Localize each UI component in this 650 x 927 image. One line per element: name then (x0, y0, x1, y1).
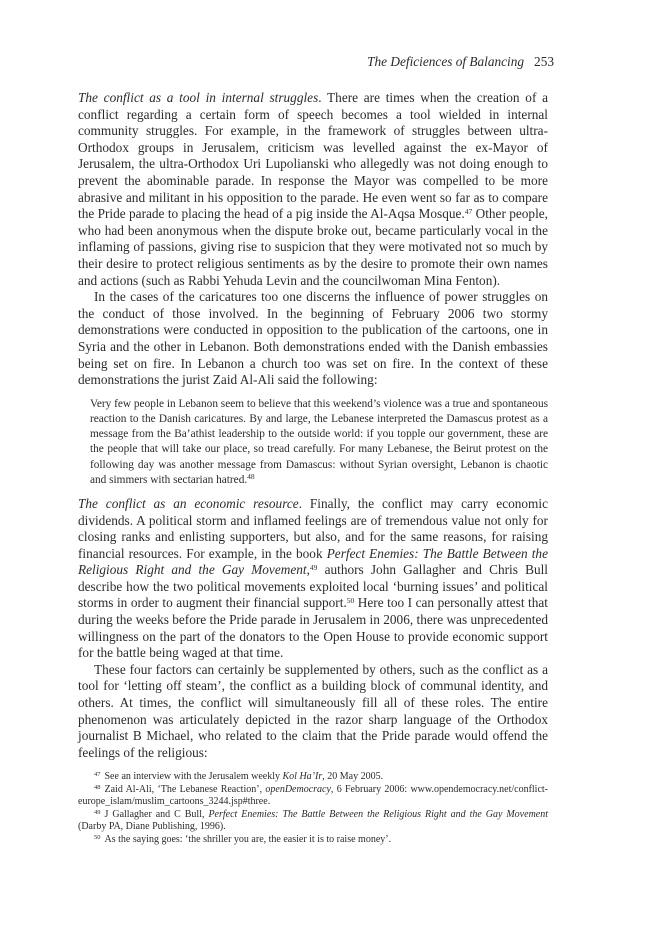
footnote-ref-48[interactable]: 48 (247, 471, 255, 481)
paragraph-four-factors (78, 662, 548, 762)
footnote-text: , 6 February 2006: www.opendemocracy.net/conflict-europe_islam/muslim_cartoons_3244.jsp#three. (78, 783, 548, 808)
footnote-ref-49[interactable]: 49 (309, 563, 318, 573)
paragraph-text: In the cases of the caricatures too one discerns the influence of power struggles on the conduct of those involved. In the beginning of February 2006 two stormy demonstrations were conducted in opposition to the publication of the cartoons, one in Syria and the other in Lebanon. Both demonstrations ended with the Danish embassies being set on fire. In Lebanon a church too was set on fire. In the context of these demonstrations the jurist Zaid Al-Ali said the following: (78, 289, 548, 388)
section-lead-internal-struggles: The conflict as a tool in internal struggles (78, 90, 319, 105)
footnote-49 (78, 809, 548, 834)
paragraph-text: . There are times when the creation of a conflict regarding a certain form of speech becomes a tool wielded in internal community struggles. For example, in the framework of struggles between ultra-Orthodox groups in Jerusalem, criticism was levelled against the ex-Mayor of Jerusalem, the ultra-Orthodox Uri Lupolianski who allegedly was not doing enough to prevent the abominable parade. In response the Mayor was compelled to be more abrasive and militant in his opposition to the parade. He even went so far as to compare the Pride parade to placing the head of a pig inside the Al-Aqsa Mosque. (78, 90, 548, 222)
footnote-italic: openDemocracy (265, 783, 331, 795)
body-text (78, 90, 548, 761)
paragraph-text: . Finally, the conflict may carry economic dividends. A political storm and inflamed feelings are of tremendous value not only for closing ranks and enlisting supporters, but also, and for the same reasons, for raising financial resources. For example, in the book (78, 495, 548, 561)
footnote-number: 50 (94, 833, 101, 841)
running-head-title: The Deficiences of Balancing (367, 54, 525, 69)
page-number: 253 (534, 54, 554, 69)
footnote-text: As the saying goes: ‘the shriller you are, the easier it is to raise money’. (104, 833, 392, 845)
paragraph-text: These four factors can certainly be supplemented by others, such as the conflict as a tool for ‘letting off steam’, the conflict as a building block of communal identity, and others. At times, the conflict will simultaneously fill all of these roles. The entire phenomenon was articulately depicted in the razor sharp language of the Orthodox journalist B Michael, who related to the claim that the Pride parade would offend the feelings of the religious: (78, 661, 548, 760)
footnote-number: 47 (94, 771, 101, 778)
footnote-text: , 20 May 2005. (322, 771, 384, 782)
footnote-text: (Darby PA, Diane Publishing, 1996). (78, 821, 226, 833)
paragraph-caricatures (78, 289, 548, 389)
quote-text: Very few people in Lebanon seem to believe that this weekend’s violence was a true and spontaneous reaction to the Danish caricatures. By and large, the Lebanese interpreted the Damascus protest as a message from the Ba’athist leadership to the outside world: if you topple our government, these are the people that will take our place, so tread carefully. For many Lebanese, the Beirut protest on the following day was another message from Damascus: without Syrian oversight, Lebanon is chaotic and simmers with sectarian hatred. (90, 397, 549, 486)
book-title: Perfect Enemies: The Battle Between the Religious Right and the Gay Movement (78, 545, 548, 578)
paragraph-text: Here too I can personally attest that during the weeks before the Pride parade in Jerusalem in 2006, there was unprecedented willingness on the part of the donators to the Open House to provide economic support for the battle being waged at that time. (78, 595, 548, 661)
paragraph-text: , (306, 562, 310, 578)
paragraph-economic-resource (78, 496, 548, 662)
footnote-ref-47[interactable]: 47 (464, 207, 473, 217)
footnote-text: See an interview with the Jerusalem weekly (104, 771, 283, 782)
paragraph-internal-struggles (78, 90, 548, 289)
running-head (367, 54, 554, 70)
section-lead-economic-resource: The conflict as an economic resource (78, 495, 299, 511)
footnote-number: 48 (94, 783, 101, 791)
footnote-47 (78, 771, 548, 784)
footnote-ref-50[interactable]: 50 (346, 596, 355, 606)
footnote-number: 49 (94, 808, 101, 816)
footnotes (78, 771, 548, 847)
footnote-italic: Kol Ha’Ir (282, 771, 323, 782)
footnote-50 (78, 834, 548, 847)
paragraph-text: authors John Gallagher and Chris Bull describe how the two political movements exploited local ‘burning issues’ and political storms in order to augment their financial support. (78, 562, 548, 611)
footnote-text: J Gallagher and C Bull, (104, 808, 209, 820)
footnote-48 (78, 784, 548, 809)
paragraph-text: Other people, who had been anonymous when the dispute broke out, became particularly vocal in the inflaming of passions, giving rise to suspicion that they were motivated not so much by their desire to protect religious sentiments as by the desire to promote their own names and actions (such as Rabbi Yehuda Levin and the councilwoman Mina Fenton). (78, 206, 548, 288)
footnote-italic: Perfect Enemies: The Battle Between the Religious Right and the Gay Movement (208, 808, 549, 820)
footnote-text: Zaid Al-Ali, ‘The Lebanese Reaction’, (104, 783, 266, 795)
block-quote-al-ali (90, 397, 548, 488)
